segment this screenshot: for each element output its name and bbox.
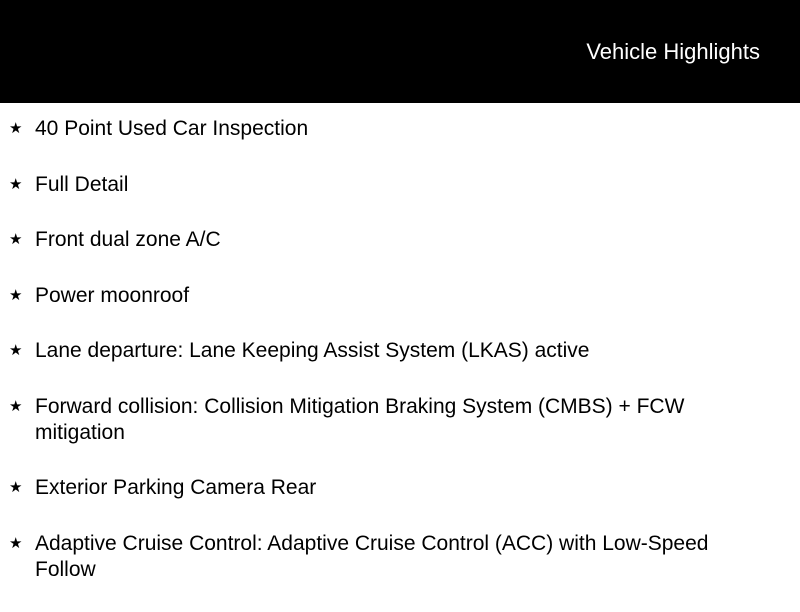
list-item-label: Forward collision: Collision Mitigation Braking System (CMBS) + FCW mitigation [35,394,685,444]
list-item [0,283,800,309]
star-icon: ★ [9,175,23,193]
list-item-label: Power moonroof [35,283,190,307]
star-icon: ★ [9,231,23,248]
list-item [0,531,800,583]
list-item [0,172,800,198]
star-icon: ★ [9,342,23,359]
list-item-label: Adaptive Cruise Control: Adaptive Cruise Control (ACC) with Low-Speed Follow [35,531,709,581]
star-icon: ★ [9,397,23,415]
list-item-label: Full Detail [35,172,129,196]
page-title: Vehicle Highlights [586,39,760,64]
list-item-label: Lane departure: Lane Keeping Assist System (LKAS) active [35,339,590,362]
list-item [0,116,800,142]
list-item [0,338,800,364]
list-item-label: Front dual zone A/C [35,228,221,251]
highlights-list [0,116,800,612]
star-icon: ★ [9,479,23,496]
star-icon: ★ [9,286,23,304]
list-item-label: 40 Point Used Car Inspection [35,117,309,140]
list-item [0,227,800,253]
list-item [0,475,800,501]
list-item [0,394,800,446]
star-icon: ★ [9,120,23,137]
list-item-label: Exterior Parking Camera Rear [35,476,317,499]
star-icon: ★ [9,534,23,552]
header-bar [0,0,800,103]
